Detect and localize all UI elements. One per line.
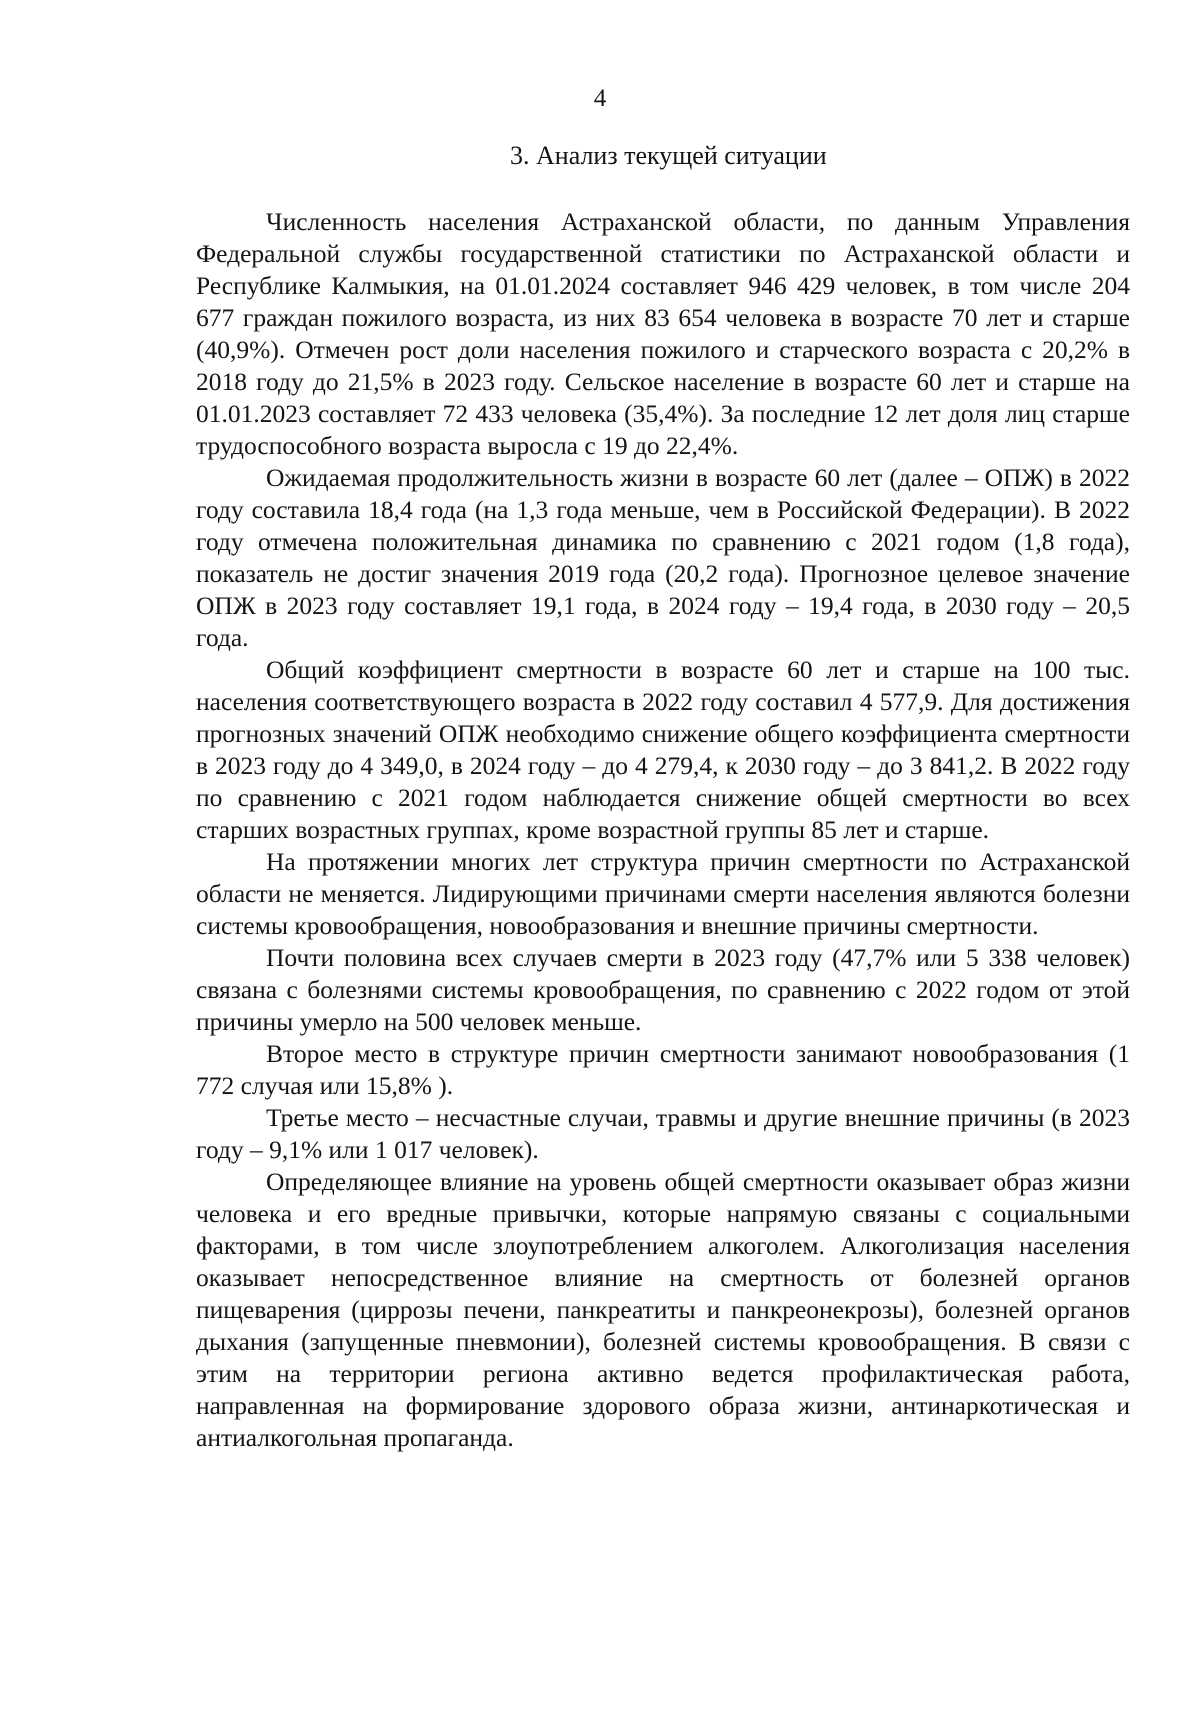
- page-number: 4: [593, 85, 607, 112]
- document-body: [196, 206, 1130, 1454]
- paragraph-life-expectancy: Ожидаемая продолжительность жизни в возрасте 60 лет (далее – ОПЖ) в 2022 году составила 18,4 года (на 1,3 года меньше, чем в Российской Федерации). В 2022 году отмечена положительная динамика по сравнению с 2021 годом (1,8 года), показатель не достиг значения 2019 года (20,2 года). Прогнозное целевое значение ОПЖ в 2023 году составляет 19,1 года, в 2024 году – 19,4 года, в 2030 году – 20,5 года.: [196, 463, 1130, 652]
- paragraph-neoplasms: Второе место в структуре причин смертности занимают новообразования (1 772 случая или 15,8% ).: [196, 1039, 1130, 1100]
- paragraph-lifestyle: Определяющее влияние на уровень общей смертности оказывает образ жизни человека и его вредные привычки, которые напрямую связаны с социальными факторами, в том числе злоупотреблением алкоголем. Алкоголизация населения оказывает непосредственное влияние на смертность от болезней органов пищеварения (циррозы печени, панкреатиты и панкреонекрозы), болезней органов дыхания (запущенные пневмонии), болезней системы кровообращения. В связи с этим на территории региона активно ведется профилактическая работа, направленная на формирование здорового образа жизни, антинаркотическая и антиалкогольная пропаганда.: [196, 1167, 1130, 1452]
- paragraph-population: Численность населения Астраханской области, по данным Управления Федеральной службы государственной статистики по Астраханской области и Республике Калмыкия, на 01.01.2024 составляет 946 429 человек, в том числе 204 677 граждан пожилого возраста, из них 83 654 человека в возрасте 70 лет и старше (40,9%). Отмечен рост доли населения пожилого и старческого возраста с 20,2% в 2018 году до 21,5% в 2023 году. Сельское население в возрасте 60 лет и старше на 01.01.2023 составляет 72 433 человека (35,4%). За последние 12 лет доля лиц старше трудоспособного возраста выросла с 19 до 22,4%.: [196, 207, 1130, 460]
- paragraph-circulatory-diseases: Почти половина всех случаев смерти в 2023 году (47,7% или 5 338 человек) связана с болезнями системы кровообращения, по сравнению с 2022 годом от этой причины умерло на 500 человек меньше.: [196, 943, 1130, 1036]
- paragraph-causes-structure: На протяжении многих лет структура причин смертности по Астраханской области не меняется. Лидирующими причинами смерти населения являются болезни системы кровообращения, новообразования и внешние причины смертности.: [196, 847, 1130, 940]
- section-title: 3. Анализ текущей ситуации: [510, 141, 827, 170]
- paragraph-mortality-rate: Общий коэффициент смертности в возрасте 60 лет и старше на 100 тыс. населения соответствующего возраста в 2022 году составил 4 577,9. Для достижения прогнозных значений ОПЖ необходимо снижение общего коэффициента смертности в 2023 году до 4 349,0, в 2024 году – до 4 279,4, к 2030 году – до 3 841,2. В 2022 году по сравнению с 2021 годом наблюдается снижение общей смертности во всех старших возрастных группах, кроме возрастной группы 85 лет и старше.: [196, 655, 1130, 844]
- paragraph-external-causes: Третье место – несчастные случаи, травмы и другие внешние причины (в 2023 году – 9,1% или 1 017 человек).: [196, 1103, 1130, 1164]
